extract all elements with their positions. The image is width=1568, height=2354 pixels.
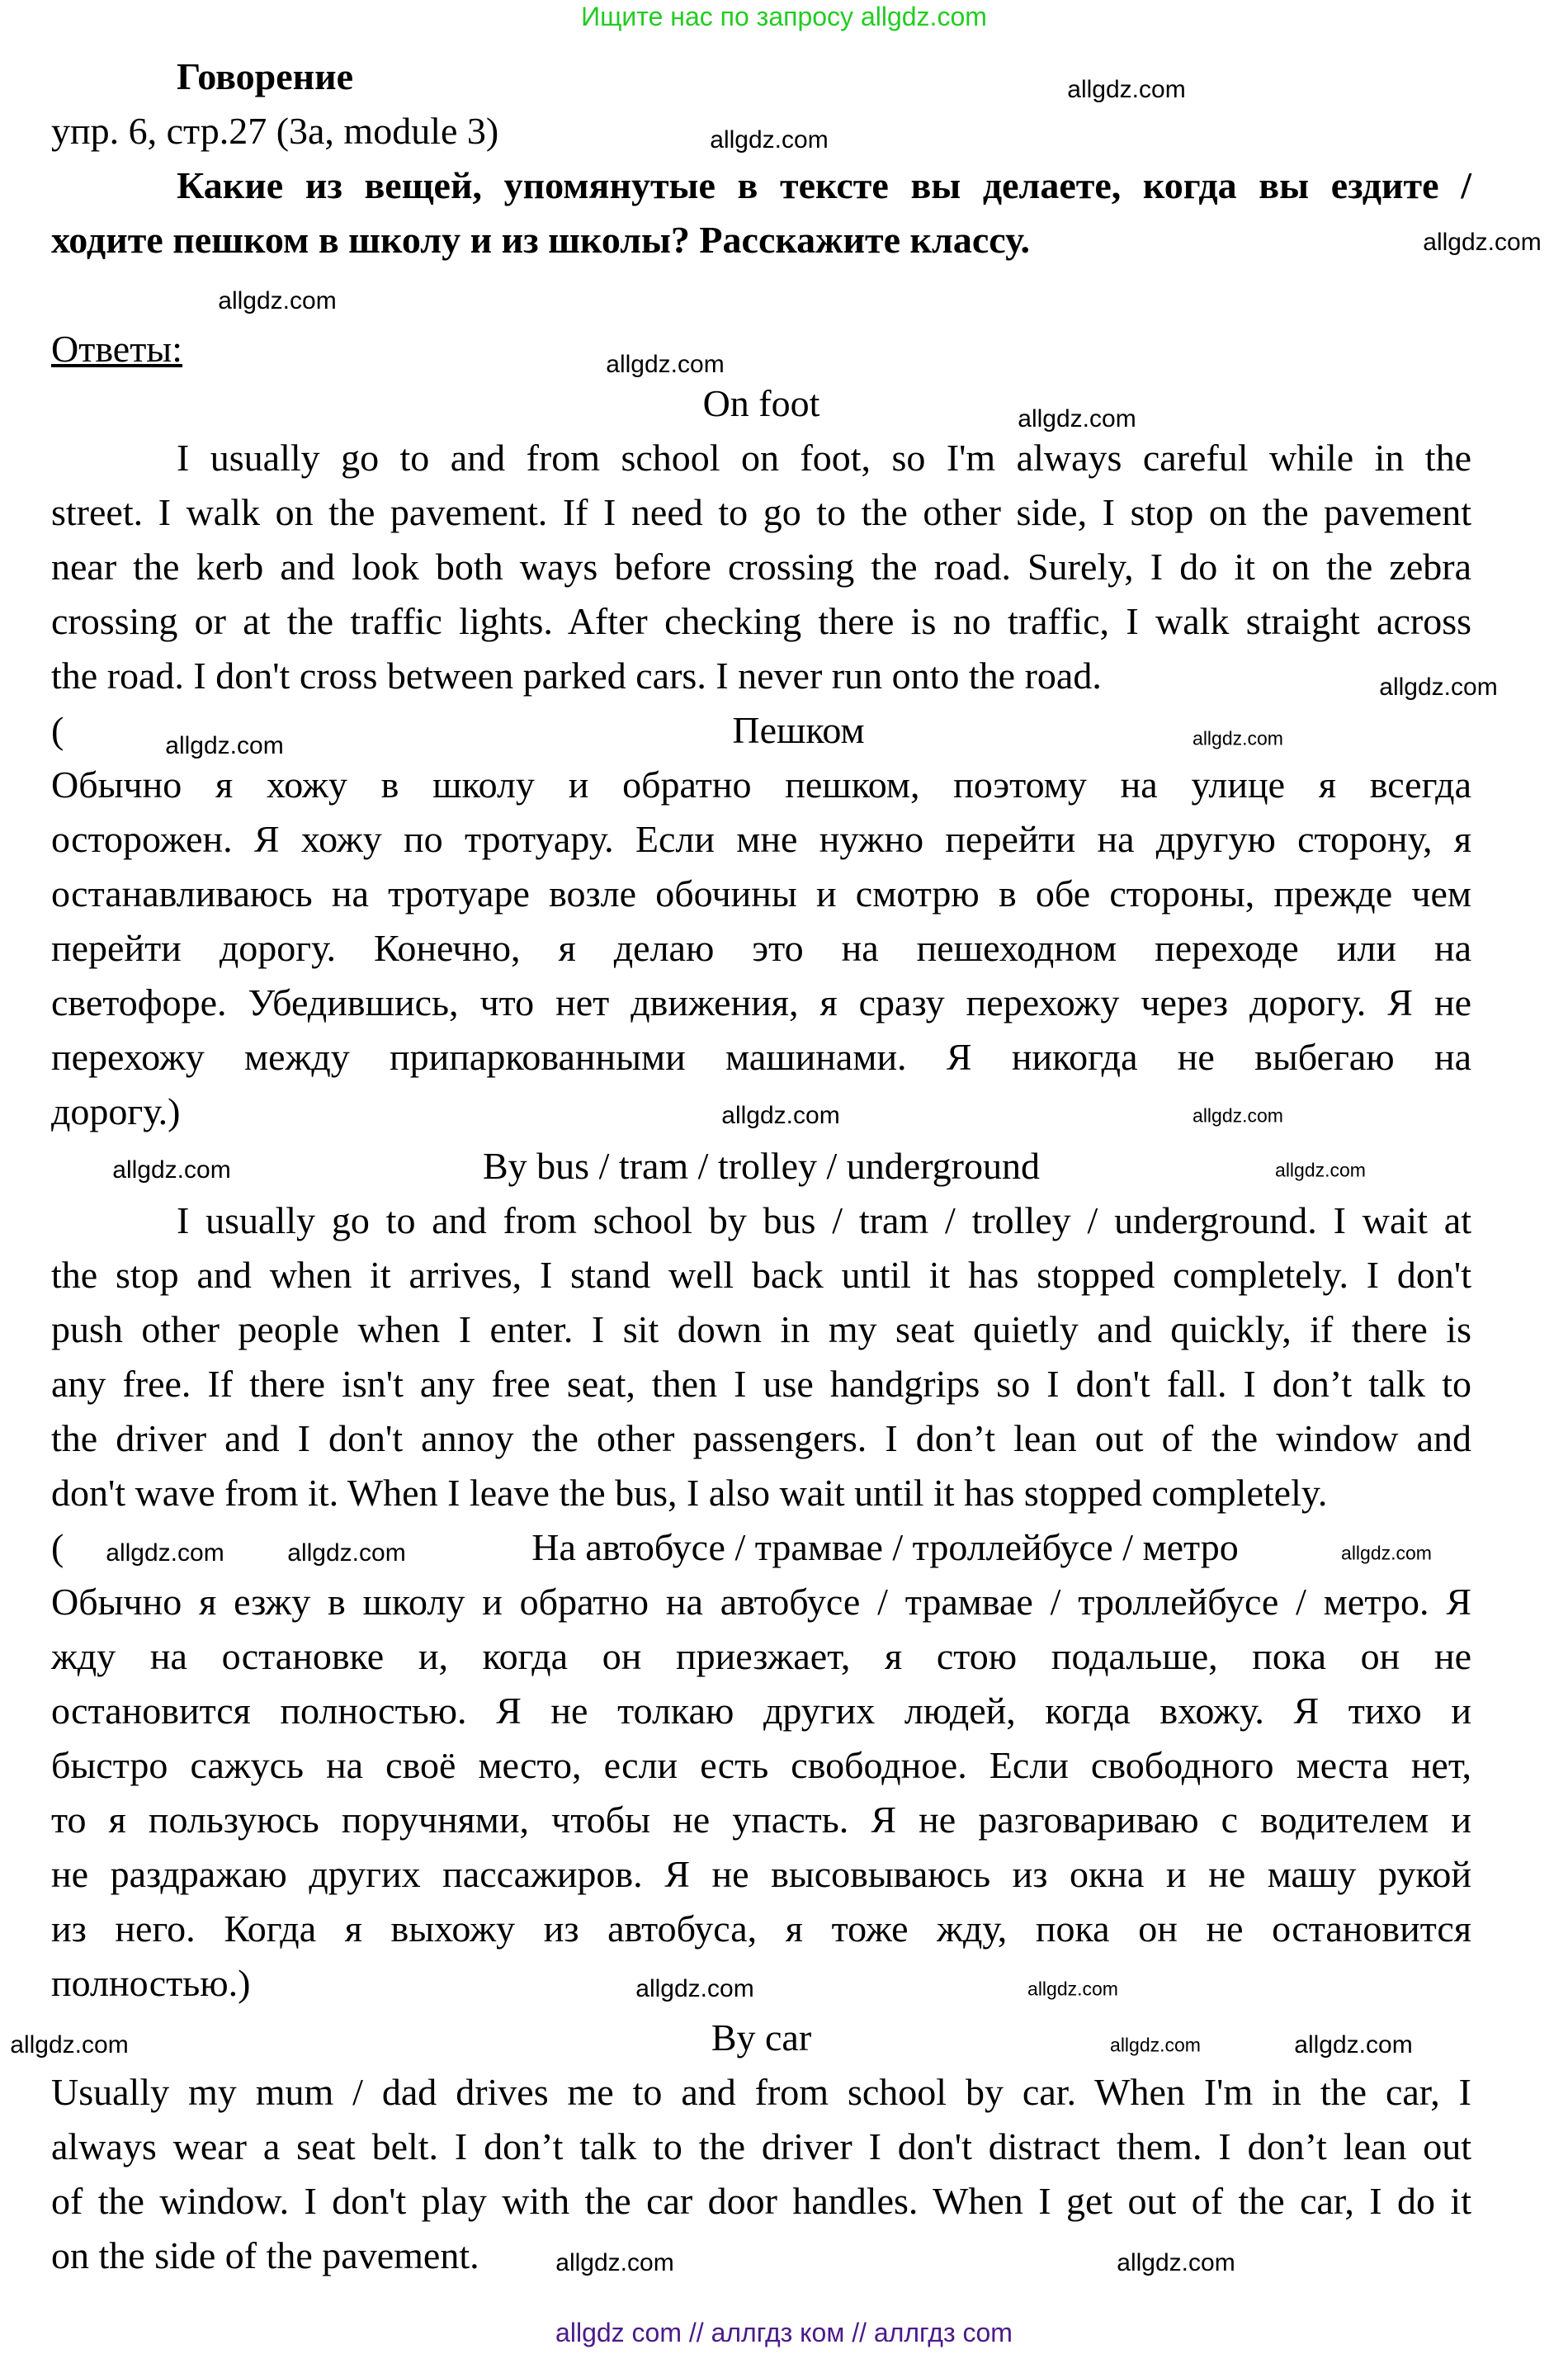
- paragraph-line: always wear a seat belt. I don’t talk to the driver I don't distract them. I don’t lean out: [51, 2125, 1471, 2167]
- answers-label: [51, 322, 1471, 376]
- translation-line: осторожен. Я хожу по тротуару. Если мне нужно перейти на другую сторону, я: [51, 818, 1471, 860]
- watermark: allgdz.com: [1027, 1978, 1118, 2000]
- watermark: allgdz.com: [112, 1156, 231, 1184]
- translation-heading-line: [51, 1520, 1471, 1575]
- section-heading: On foot: [702, 382, 820, 424]
- footer-links[interactable]: allgdz com // аллгдз ком // аллгдз com: [555, 2318, 1013, 2347]
- task-text: ходите пешком в школу и из школы? Расскажите классу.: [51, 219, 1030, 261]
- open-paren: (: [51, 1526, 64, 1568]
- watermark: allgdz.com: [1275, 1159, 1366, 1181]
- watermark: allgdz.com: [218, 287, 337, 314]
- paragraph-line: I usually go to and from school by bus / tram / trolley / underground. I wait at: [177, 1199, 1471, 1241]
- translation-line: Обычно я хожу в школу и обратно пешком, поэтому на улице я всегда: [51, 763, 1471, 806]
- translation-heading: На автобусе / трамвае / троллейбусе / метро: [531, 1526, 1239, 1568]
- translation-line: останавливаюсь на тротуаре возле обочины и смотрю в обе стороны, прежде чем: [51, 872, 1471, 915]
- translation-line: дорогу.): [51, 1090, 181, 1132]
- section-heading: By bus / tram / trolley / underground: [482, 1145, 1041, 1187]
- watermark: allgdz.com: [106, 1539, 224, 1567]
- watermark: allgdz.com: [1067, 76, 1186, 103]
- paragraph-line: I usually go to and from school on foot, so I'm always careful while in the: [177, 437, 1471, 479]
- translation-heading: Пешком: [732, 709, 865, 751]
- paragraph-line: the driver and I don't annoy the other passengers. I don’t lean out of the window and: [51, 1417, 1471, 1459]
- watermark: allgdz.com: [721, 1102, 840, 1129]
- watermark: allgdz.com: [635, 1975, 754, 2002]
- watermark: allgdz.com: [555, 2249, 674, 2276]
- translation-line: полностью.): [51, 1962, 251, 2004]
- paragraph-line: near the kerb and look both ways before crossing the road. Surely, I do it on the zebra: [51, 546, 1471, 588]
- paragraph-line: street. I walk on the pavement. If I need to go to the other side, I stop on the pavement: [51, 491, 1471, 533]
- translation-line: перехожу между припаркованными машинами. Я никогда не выбегаю на: [51, 1036, 1471, 1078]
- watermark: allgdz.com: [1341, 1542, 1432, 1564]
- watermark: allgdz.com: [1379, 674, 1498, 701]
- watermark: allgdz.com: [710, 126, 829, 154]
- translation-line: светофоре. Убедившись, что нет движения, я сразу перехожу через дорогу. Я не: [51, 981, 1471, 1023]
- watermark: allgdz.com: [1193, 727, 1283, 749]
- paragraph-line: of the window. I don't play with the car door handles. When I get out of the car, I do it: [51, 2180, 1471, 2222]
- answers-label-text: Ответы:: [51, 328, 182, 370]
- paragraph-line: don't wave from it. When I leave the bus, I also wait until it has stopped completely.: [51, 1472, 1328, 1514]
- translation-line: из него. Когда я выхожу из автобуса, я тоже жду, пока он не остановится: [51, 1907, 1471, 1950]
- watermark: allgdz.com: [1117, 2249, 1235, 2276]
- watermark: allgdz.com: [287, 1539, 406, 1567]
- watermark: allgdz.com: [10, 2031, 129, 2059]
- paragraph-line: any free. If there isn't any free seat, then I use handgrips so I don't fall. I don’t talk to: [51, 1363, 1471, 1405]
- translation-line: не раздражаю других пассажиров. Я не высовываюсь из окна и не машу рукой: [51, 1853, 1471, 1895]
- paragraph-line: the road. I don't cross between parked cars. I never run onto the road.: [51, 655, 1102, 697]
- watermark: allgdz.com: [1018, 405, 1136, 433]
- translation-line: быстро сажусь на своё место, если есть свободное. Если свободного места нет,: [51, 1744, 1471, 1786]
- paragraph-line: on the side of the pavement.: [51, 2234, 479, 2276]
- paragraph-line: crossing or at the traffic lights. After checking there is no traffic, I walk straight across: [51, 600, 1471, 642]
- paragraph-line: the stop and when it arrives, I stand well back until it has stopped completely. I don't: [51, 1254, 1471, 1296]
- paragraph-line: push other people when I enter. I sit down in my seat quietly and quickly, if there is: [51, 1308, 1471, 1350]
- task-text: Какие из вещей, упомянутые в тексте вы делаете, когда вы ездите /: [177, 164, 1471, 206]
- translation-line: то я пользуюсь поручнями, чтобы не упасть. Я не разговариваю с водителем и: [51, 1799, 1471, 1841]
- translation-line: Обычно я езжу в школу и обратно на автобусе / трамвае / троллейбусе / метро. Я: [51, 1581, 1471, 1623]
- watermark: allgdz.com: [165, 732, 284, 759]
- translation-line: остановится полностью. Я не толкаю других людей, когда вхожу. Я тихо и: [51, 1690, 1471, 1732]
- exercise-reference: упр. 6, стр.27 (3a, module 3): [51, 110, 499, 152]
- paragraph-line: Usually my mum / dad drives me to and from school by car. When I'm in the car, I: [51, 2071, 1471, 2113]
- document-body: [51, 50, 1471, 2283]
- open-paren: (: [51, 709, 64, 751]
- translation-line: перейти дорогу. Конечно, я делаю это на пешеходном переходе или на: [51, 927, 1471, 969]
- translation-line: жду на остановке и, когда он приезжает, я стою подальше, пока он не: [51, 1635, 1471, 1677]
- watermark: allgdz.com: [1110, 2034, 1201, 2056]
- watermark: allgdz.com: [606, 351, 725, 378]
- watermark: allgdz.com: [1423, 229, 1542, 256]
- watermark: allgdz.com: [1294, 2031, 1413, 2059]
- top-banner-link[interactable]: Ищите нас по запросу allgdz.com: [581, 2, 987, 31]
- section-heading: By car: [711, 2016, 812, 2059]
- section-title: Говорение: [177, 55, 354, 97]
- watermark: allgdz.com: [1193, 1104, 1283, 1127]
